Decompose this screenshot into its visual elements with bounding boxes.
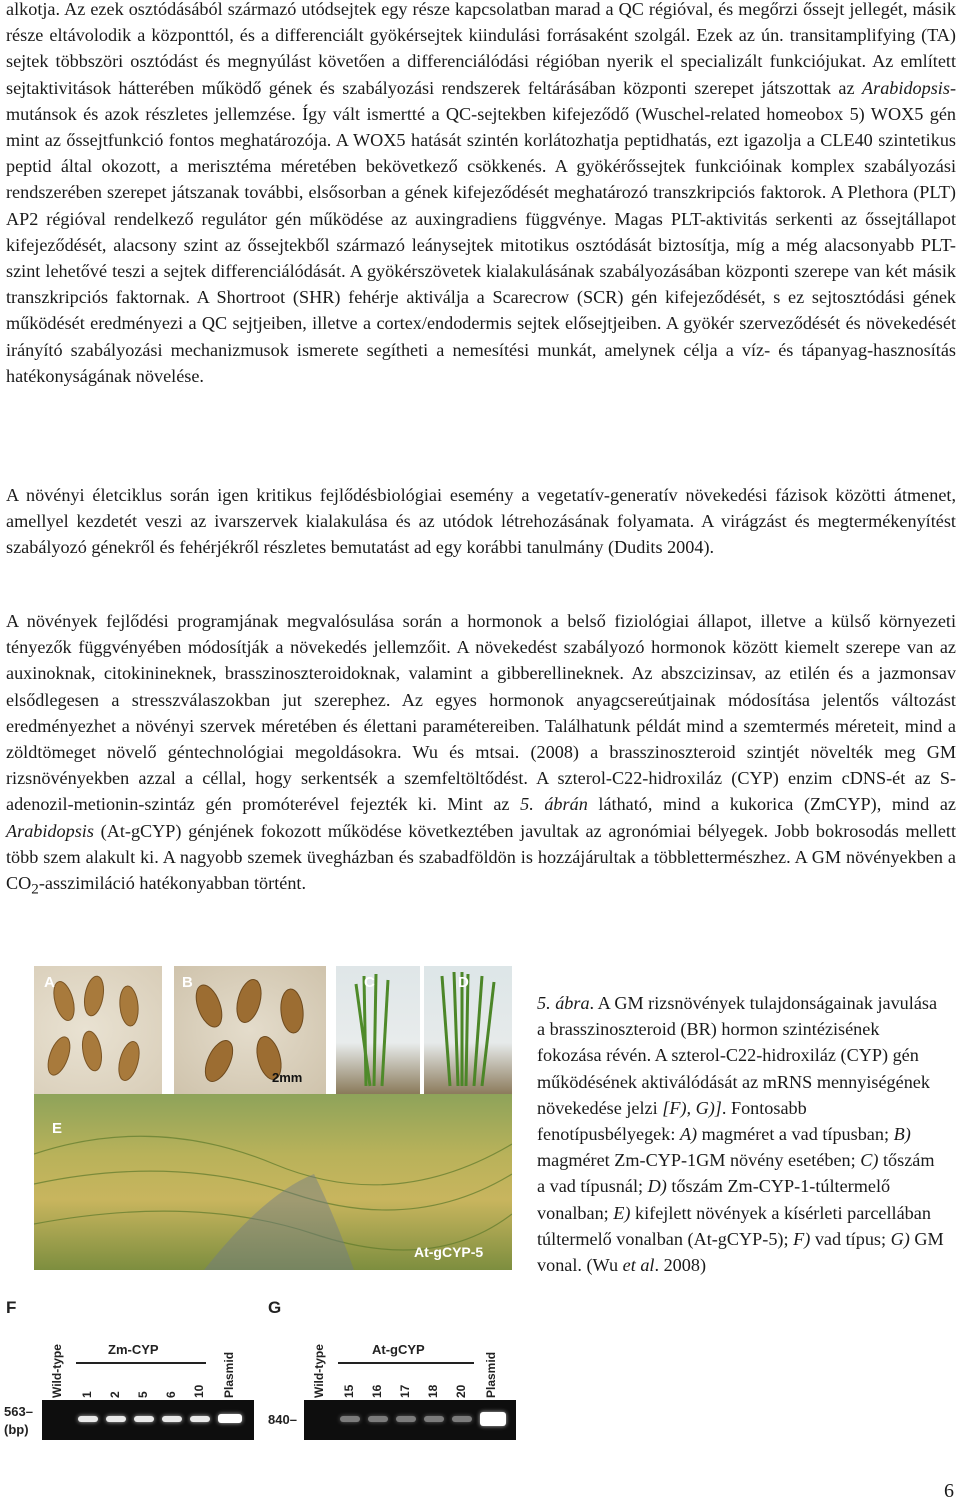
gel-g-letter: G bbox=[268, 1298, 282, 1317]
italic-run: [F), G)] bbox=[662, 1097, 722, 1118]
italic-run: A) bbox=[679, 1124, 698, 1145]
gel-f-lane-label: Wild-type bbox=[50, 1344, 64, 1398]
gel-band bbox=[340, 1416, 360, 1422]
paragraph-life-cycle: A növényi életciklus során igen kritikus fejlődésbiológiai esemény a vegetatív-generatív növekedési fázisok közötti átmenet, amellyel kezdetét veszi az ivarszervek kialakulása és az utódok létrehozásának folyamata. A virágzást és megtermékenyítést szabályozó génekről és fehérjékről részletes bemutatást ad egy korábbi tanulmány (Dudits 2004). bbox=[6, 485, 956, 558]
gel-g-image bbox=[304, 1400, 516, 1440]
seed-drawing-gm bbox=[174, 966, 326, 1094]
italic-run: G) bbox=[890, 1228, 910, 1249]
gel-g-lane-label: Plasmid bbox=[484, 1351, 498, 1398]
italic-run: Arabidopsis bbox=[862, 77, 950, 98]
italic-run: et al bbox=[622, 1255, 655, 1276]
gel-g-marker-label: 840– bbox=[268, 1412, 297, 1427]
gel-g-lane-label: 20 bbox=[454, 1384, 468, 1398]
gel-f-lane-label: Plasmid bbox=[222, 1351, 236, 1398]
photo-label-d: D bbox=[458, 974, 469, 991]
paragraph-root-regulation: alkotja. Az ezek osztódásából származó utódsejtek egy része kapcsolatban marad a QC régióval, és megőrzi őssejt jellegét, másik része eltávolodik a központtól, és a differenciált gyökérsejtek kiindulási forrásaként szolgál. Ezek az ún. transitamplifying (TA) sejtek többszöri osztódást és megnyúlást követően a differenciálódási régióban nyerik el specializált funkciójukat. Az említett sejtaktivitások hátterében működő gének és szabályozási rendszerek feltárásában központi szerepet játszottak az Arabidopsis-mutánsok és azok részletes jellemzése. Így vált ismertté a QC-sejtekben kifejeződő (Wuschel-related homeobox 5) WOX5 gén mint az őssejtfunkció fontos meghatározója. A WOX5 hatását szintén korlátozhatja peptidhatás, ezt igazolja a CLE40 szintetikus peptid által okozott, a merisztéma méretében bekövetkező csökkenés. A gyökérőssejtek funkcióinak komplex szabályozási rendszerében szerepet játszanak további, elsősorban a gének kifejeződését meghatározó transzkripciós faktorok. A Plethora (PLT) AP2 régióval rendelkező regulátor gén működése az auxingradiens függvénye. Magas PLT-aktivitás serkenti az őssejtállapot kifejeződését, alacsony szint az őssejtekből származó leánysejtek mitotikus osztódását biztosítja, míg a még alacsonyabb PLT-szint lehetővé teszi a sejtek differenciálódását. A gyökérszövetek kialakulásának szabályozásában központi szerepe van két másik transzkripciós faktornak. A Shortroot (SHR) fehérje aktiválja a Scarecrow (SCR) gén kifejeződését, s ez sejtosztódási gének működését eredményezi a QC sejtjeiben, illetve a cortex/endodermis sejtek elősejtjeiben. A gyökér szerveződését és növekedését irányító szabályozási mechanizmusok ismerete segítheti a nemesítési munkát, amelynek célja a víz- és tápanyag-hasznosítás hatékonyságának növelése. bbox=[6, 0, 956, 386]
gel-f-group-label: Zm-CYP bbox=[108, 1342, 159, 1357]
gel-g-bracket bbox=[338, 1360, 474, 1366]
photo-label-a: A bbox=[44, 974, 55, 991]
gel-panels bbox=[0, 1290, 520, 1450]
italic-run: C) bbox=[860, 1150, 879, 1171]
gel-g-lane-label: Wild-type bbox=[312, 1344, 326, 1398]
gel-f-bracket bbox=[76, 1360, 206, 1366]
italic-run: 5. ábra bbox=[537, 993, 590, 1013]
gel-f-lane-label: 10 bbox=[192, 1384, 206, 1398]
gel-band bbox=[368, 1416, 388, 1422]
gel-band bbox=[106, 1416, 126, 1422]
photo-label-e: E bbox=[52, 1120, 63, 1137]
gel-band bbox=[396, 1416, 416, 1422]
gel-f-letter: F bbox=[6, 1298, 17, 1317]
photo-label-c: C bbox=[364, 974, 375, 991]
photo-a-wildtype-seeds bbox=[34, 966, 162, 1094]
gel-f-lane-label: 5 bbox=[136, 1391, 150, 1398]
page-number: 6 bbox=[944, 1480, 954, 1502]
tillers-drawing bbox=[336, 966, 420, 1094]
gel-band-plasmid bbox=[480, 1412, 506, 1426]
gel-band bbox=[424, 1416, 444, 1422]
gel-g-lane-label: 17 bbox=[398, 1384, 412, 1398]
photo-d-gm-tillers bbox=[424, 966, 512, 1094]
italic-run: E) bbox=[613, 1202, 631, 1223]
gel-band bbox=[134, 1416, 154, 1422]
figure-5-photos bbox=[34, 966, 512, 1270]
photo-e-field-plants bbox=[34, 1094, 512, 1270]
gel-g-lane-label: 16 bbox=[370, 1384, 384, 1398]
gel-f-image bbox=[42, 1400, 254, 1440]
gel-band bbox=[78, 1416, 98, 1422]
gel-f-lane-label: 2 bbox=[108, 1391, 122, 1398]
italic-run: F) bbox=[793, 1228, 811, 1249]
italic-run: D) bbox=[647, 1176, 667, 1197]
gel-f-unit-label: (bp) bbox=[4, 1422, 29, 1437]
italic-run: B) bbox=[893, 1124, 911, 1145]
gel-f-lane-label: 6 bbox=[164, 1391, 178, 1398]
gel-band bbox=[452, 1416, 472, 1422]
gel-g-group-label: At-gCYP bbox=[372, 1342, 425, 1357]
gel-g-lane-label: 18 bbox=[426, 1384, 440, 1398]
gel-band-plasmid bbox=[218, 1414, 242, 1423]
photo-c-wildtype-tillers bbox=[336, 966, 420, 1094]
italic-run: 5. ábrán bbox=[520, 794, 588, 815]
gel-band bbox=[190, 1416, 210, 1422]
photo-label-b: B bbox=[182, 974, 193, 991]
paragraph-hormones: A növények fejlődési programjának megvalósulása során a hormonok a belső fiziológiai állapot, illetve a külső környezeti tényezők függvényében módosítják a növekedés jellemzőit. A növekedést szabályozó hormonok között kiemelt szerepe van az auxinoknak, citokinineknek, brasszinoszteroidoknak, valamint a gibberellineknek. Az abszcizinsav, az etilén és a jazmonsav elsődlegesen a stresszválaszokban jut szerephez. Az egyes hormonok anyagcsereútjainak módosítása jelentős változást eredményezhet a növényi szervek méretében és élettani paramétereiben. Találhatunk példát mind a szemtermés méreteit, mind a zöldtömeget növelő géntechnológiai megoldásokra. Wu és mtsai. (2008) a brasszinoszteroid szintjét növelték meg GM rizsnövényekben azzal a céllal, hogy serkentsék a szemfeltöltődést. A szterol-C22-hidroxiláz (CYP) enzim cDNS-ét az S-adenozil-metionin-szintáz gén promóterével fejezték ki. Mint az 5. ábrán látható, mind a kukorica (ZmCYP), mind az Arabidopsis (At-gCYP) génjének fokozott működése következtében javultak az agronómiai bélyegek. Jobb bokrosodás mellett több szem alakult ki. A nagyobb szemek üvegházban és szabadföldön is hozzájárultak a többlettermészhez. A GM növényekben a $CO_2$-asszimiláció hatékonyabban történt. bbox=[6, 611, 956, 898]
gel-f-lane-label: 1 bbox=[80, 1391, 94, 1398]
italic-run: Arabidopsis bbox=[6, 820, 94, 841]
field-line-label: At-gCYP-5 bbox=[414, 1244, 484, 1260]
figure-caption: 5. ábra. A GM rizsnövények tulajdonságainak javulása a brasszinoszteroid (BR) hormon szintézisének fokozása révén. A szterol-C22-hidroxiláz (CYP) gén működésének aktiválódását az mRNS mennyiségének növekedése jelzi [F), G)]. Fontosabb fenotípusbélyegek: A) magméret a vad típusban; B) magméret Zm-CYP-1GM növény esetében; C) tőszám a vad típusnál; D) tőszám Zm-CYP-1-túltermelő vonalban; E) kifejlett növények a kísérleti parcellában túltermelő vonalban (At-gCYP-5); F) vad típus; G) GM vonal. (Wu et al. 2008) bbox=[537, 993, 944, 1276]
gel-g-lane-label: 15 bbox=[342, 1384, 356, 1398]
gel-f-marker-label: 563– bbox=[4, 1404, 33, 1419]
scale-bar-label: 2mm bbox=[272, 1070, 303, 1085]
gel-band bbox=[162, 1416, 182, 1422]
photo-b-gm-seeds bbox=[174, 966, 326, 1094]
subscript-run: 2 bbox=[31, 880, 39, 898]
